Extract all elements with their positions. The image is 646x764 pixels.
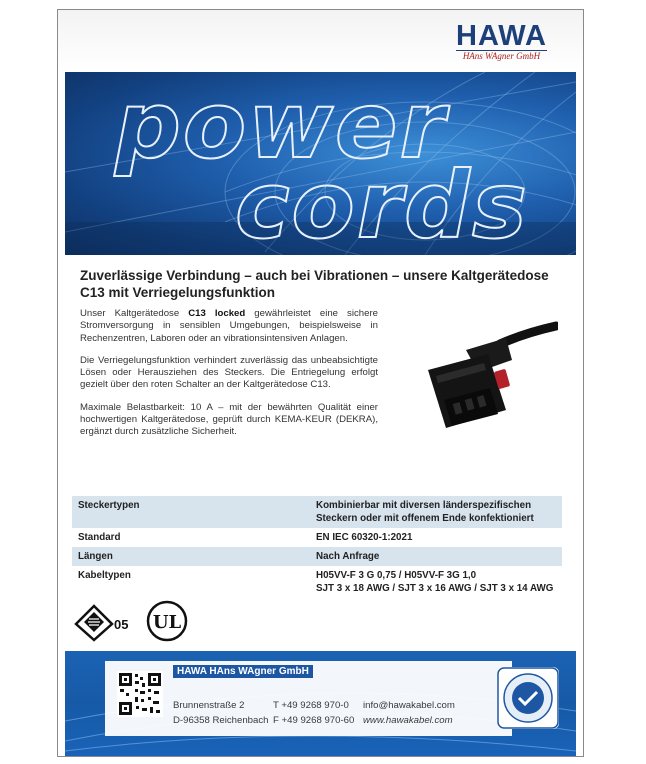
- logo-name: HAWA: [456, 20, 547, 52]
- spec-value-line: SJT 3 x 18 AWG / SJT 3 x 16 AWG / SJT 3 x 14 AWG: [316, 583, 554, 594]
- footer-phone: T +49 9268 970-0: [273, 700, 349, 711]
- spec-value: Nach Anfrage: [316, 551, 380, 562]
- hawa-logo: [456, 22, 547, 61]
- spec-value: EN IEC 60320-1:2021: [316, 532, 413, 543]
- quality-certification-seal-icon: [497, 667, 559, 729]
- spec-key: Standard: [78, 532, 121, 543]
- description-paragraph-1: [80, 308, 378, 345]
- spec-value: [316, 569, 556, 595]
- c13-connector-image: [388, 310, 558, 450]
- ul-certification-icon: [146, 600, 188, 642]
- power-cords-banner: [65, 72, 576, 255]
- footer-city: D-96358 Reichenbach: [173, 715, 269, 726]
- enec-code: 05: [114, 617, 129, 632]
- spec-table: [72, 496, 562, 598]
- banner-word-power: power: [115, 72, 447, 179]
- p1-text-end: gewährleistet eine sichere Stromversorgung in sensiblen Umgebungen, beispielsweise in Rechenzentren, Laboren oder an vibrationsintensiven Anlagen.: [80, 308, 378, 344]
- footer-website-text[interactable]: www.hawakabel.com: [363, 715, 453, 726]
- product-description: [80, 308, 378, 449]
- footer-fax: F +49 9268 970-60: [273, 715, 355, 726]
- spec-key: Längen: [78, 551, 113, 562]
- banner-word-cords: cords: [235, 152, 529, 255]
- spec-row: [72, 566, 562, 598]
- spec-value: [316, 499, 556, 525]
- p1-product-name: C13 locked: [188, 308, 246, 319]
- footer-street: Brunnenstraße 2: [173, 700, 245, 711]
- spec-row: [72, 547, 562, 566]
- spec-key: Kabeltypen: [78, 570, 131, 581]
- product-headline: Zuverlässige Verbindung – auch bei Vibrationen – unsere Kaltgerätedose C13 mit Verriegelungsfunktion: [80, 268, 549, 300]
- footer-contact: [65, 651, 576, 756]
- datasheet-page: [57, 9, 584, 757]
- spec-row: [72, 528, 562, 547]
- spec-row: [72, 496, 562, 528]
- enec-certification-icon: [72, 602, 134, 642]
- description-paragraph-3: Maximale Belastbarkeit: 10 A – mit der bewährten Qualität einer hochwertigen Kaltgerätedose, geprüft durch KEMA-KEUR (DEKRA), ergänzt durch zusätzliche Sicherheit.: [80, 401, 378, 438]
- footer-company-name: HAWA HAns WAgner GmbH: [173, 665, 313, 678]
- spec-value-line: H05VV-F 3 G 0,75 / H05VV-F 3G 1,0: [316, 570, 477, 581]
- footer-website[interactable]: [363, 715, 453, 726]
- description-paragraph-2: Die Verriegelungsfunktion verhindert zuverlässig das unbeabsichtigte Lösen oder Herausziehen des Steckers. Die Entriegelung erfolgt gezielt über den roten Schalter an der Kaltgerätedose C13.: [80, 354, 378, 391]
- logo-tagline: HAns WAgner GmbH: [456, 50, 547, 61]
- spec-key: Steckertypen: [78, 500, 140, 511]
- p1-text-start: Unser Kaltgerätedose: [80, 308, 189, 319]
- spec-value-line: Steckern oder mit offenem Ende konfektioniert: [316, 513, 534, 524]
- ul-mark: UL: [152, 612, 182, 633]
- footer-email[interactable]: info@hawakabel.com: [363, 700, 455, 711]
- qr-code-icon[interactable]: [117, 671, 163, 717]
- spec-value-line: Kombinierbar mit diversen länderspezifischen: [316, 500, 532, 511]
